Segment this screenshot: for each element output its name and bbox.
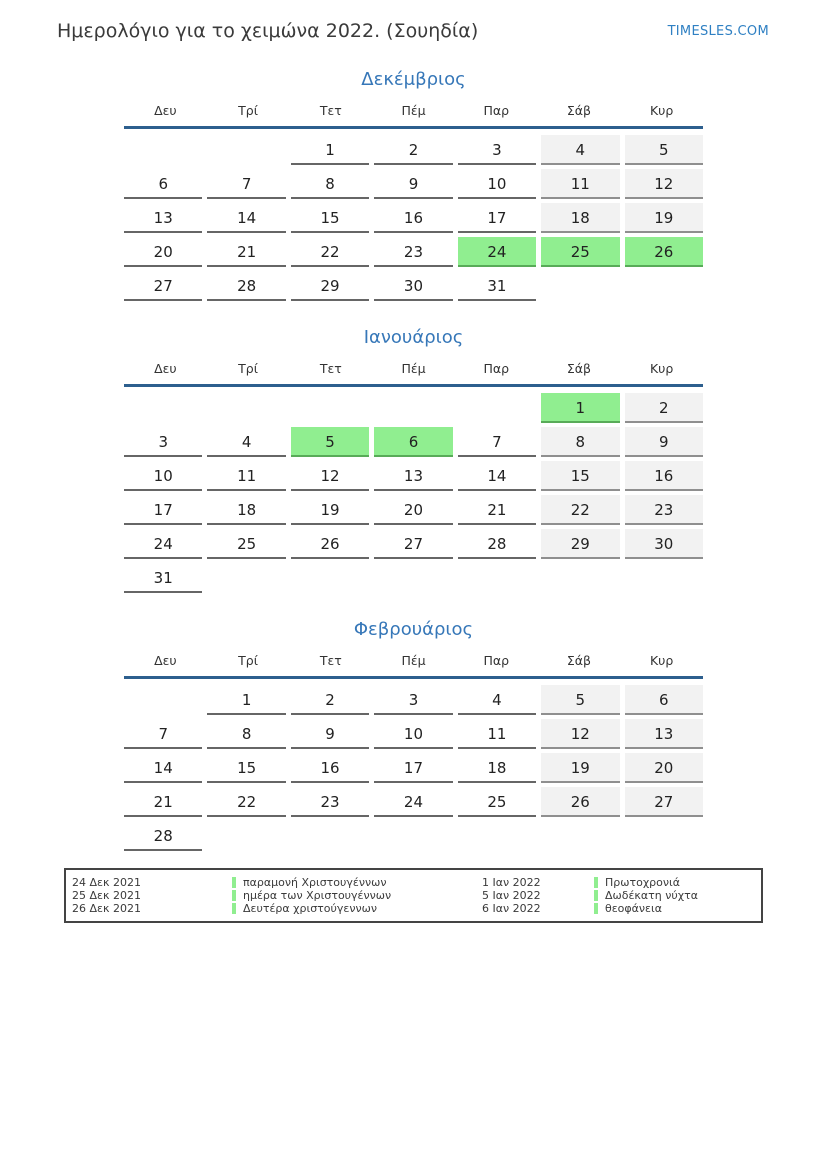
weekday-header-row: [124, 103, 703, 129]
day-cell: 22: [207, 787, 285, 817]
day-cell: 19: [541, 753, 619, 783]
month-grid: [124, 387, 703, 593]
day-cell: 8: [291, 169, 369, 199]
day-cell: 11: [207, 461, 285, 491]
day-cell: 9: [625, 427, 703, 457]
day-cell: 27: [374, 529, 452, 559]
day-cell: 17: [374, 753, 452, 783]
day-cell: 7: [458, 427, 536, 457]
day-cell: [541, 271, 619, 301]
day-cell: 10: [374, 719, 452, 749]
day-cell: 24: [124, 529, 202, 559]
legend-date: 25 Δεκ 2021: [72, 888, 141, 902]
day-cell: 3: [374, 685, 452, 715]
week-row: [124, 495, 703, 525]
day-cell: 21: [207, 237, 285, 267]
week-row: [124, 427, 703, 457]
holiday-color-swatch-icon: [232, 903, 236, 914]
day-cell: 4: [541, 135, 619, 165]
week-row: [124, 393, 703, 423]
day-cell: [124, 685, 202, 715]
weekday-label: Τετ: [319, 360, 342, 376]
month-section-2: [124, 327, 703, 593]
weekday-label: Πέμ: [401, 102, 426, 118]
day-cell: 2: [291, 685, 369, 715]
legend-entry: [482, 876, 761, 889]
week-row: [124, 719, 703, 749]
page-header: [0, 0, 827, 43]
day-cell: [541, 821, 619, 851]
day-cell: [625, 271, 703, 301]
weekday-label: Πέμ: [401, 652, 426, 668]
legend-holiday-name: θεοφάνεια: [605, 901, 662, 915]
legend-date: 1 Ιαν 2022: [482, 875, 541, 889]
day-cell: 9: [374, 169, 452, 199]
holiday-color-swatch-icon: [594, 903, 598, 914]
day-cell: 24: [374, 787, 452, 817]
day-cell: 20: [124, 237, 202, 267]
month-grid: [124, 129, 703, 301]
day-cell: 21: [458, 495, 536, 525]
legend-holiday-name: Δευτέρα χριστούγεννων: [243, 901, 377, 915]
legend-holiday-name: παραμονή Χριστουγέννων: [243, 875, 387, 889]
weekday-label: Τρί: [238, 102, 258, 118]
day-cell: 9: [291, 719, 369, 749]
calendar-months: [0, 69, 827, 851]
week-row: [124, 271, 703, 301]
day-cell: 3: [124, 427, 202, 457]
holiday-color-swatch-icon: [594, 890, 598, 901]
day-cell: 17: [124, 495, 202, 525]
day-cell: 10: [458, 169, 536, 199]
weekday-label: Τετ: [319, 102, 342, 118]
day-cell: 31: [124, 563, 202, 593]
week-row: [124, 169, 703, 199]
day-cell: 16: [625, 461, 703, 491]
day-cell: [291, 563, 369, 593]
legend-holiday-name: Δωδέκατη νύχτα: [605, 888, 698, 902]
week-row: [124, 563, 703, 593]
month-section-3: [124, 619, 703, 851]
week-row: [124, 685, 703, 715]
day-cell: 14: [458, 461, 536, 491]
day-cell: 11: [458, 719, 536, 749]
holiday-legend: [64, 868, 763, 923]
holiday-color-swatch-icon: [232, 877, 236, 888]
day-cell: 7: [207, 169, 285, 199]
day-cell: 19: [625, 203, 703, 233]
day-cell: 26: [291, 529, 369, 559]
day-cell: [458, 821, 536, 851]
week-row: [124, 821, 703, 851]
day-cell: 22: [291, 237, 369, 267]
day-cell: 1: [207, 685, 285, 715]
weekday-label: Σάβ: [566, 652, 592, 668]
day-cell: 2: [625, 393, 703, 423]
day-cell: 17: [458, 203, 536, 233]
day-cell: 11: [541, 169, 619, 199]
weekday-label: Τρί: [238, 652, 258, 668]
day-cell: 23: [625, 495, 703, 525]
week-row: [124, 237, 703, 267]
day-cell: 18: [207, 495, 285, 525]
day-cell: 16: [374, 203, 452, 233]
day-cell: 13: [625, 719, 703, 749]
week-row: [124, 461, 703, 491]
day-cell: 14: [207, 203, 285, 233]
day-cell: [374, 393, 452, 423]
day-cell: 18: [541, 203, 619, 233]
day-cell: 25: [541, 237, 619, 267]
weekday-header-row: [124, 361, 703, 387]
day-cell: [374, 821, 452, 851]
day-cell: 18: [458, 753, 536, 783]
day-cell: 12: [625, 169, 703, 199]
legend-holiday-name: Πρωτοχρονιά: [605, 875, 681, 889]
day-cell: 1: [541, 393, 619, 423]
day-cell: 13: [374, 461, 452, 491]
day-cell: [458, 563, 536, 593]
day-cell: [374, 563, 452, 593]
day-cell: 29: [291, 271, 369, 301]
legend-entry: [72, 902, 416, 915]
day-cell: 22: [541, 495, 619, 525]
day-cell: [291, 821, 369, 851]
holiday-color-swatch-icon: [232, 890, 236, 901]
day-cell: [207, 563, 285, 593]
day-cell: 28: [207, 271, 285, 301]
day-cell: [625, 821, 703, 851]
weekday-label: Τρί: [238, 360, 258, 376]
legend-entry: [72, 889, 416, 902]
day-cell: 4: [207, 427, 285, 457]
week-row: [124, 203, 703, 233]
legend-date: 5 Ιαν 2022: [482, 888, 541, 902]
legend-group-1: [66, 876, 416, 915]
week-row: [124, 787, 703, 817]
day-cell: 21: [124, 787, 202, 817]
day-cell: 8: [541, 427, 619, 457]
day-cell: 10: [124, 461, 202, 491]
day-cell: 20: [625, 753, 703, 783]
day-cell: [291, 393, 369, 423]
day-cell: 19: [291, 495, 369, 525]
weekday-label: Σάβ: [566, 102, 592, 118]
legend-date: 6 Ιαν 2022: [482, 901, 541, 915]
day-cell: [625, 563, 703, 593]
day-cell: 13: [124, 203, 202, 233]
day-cell: [207, 393, 285, 423]
weekday-label: Παρ: [483, 102, 510, 118]
day-cell: 30: [625, 529, 703, 559]
day-cell: 23: [291, 787, 369, 817]
weekday-label: Σάβ: [566, 360, 592, 376]
day-cell: 27: [124, 271, 202, 301]
day-cell: 15: [207, 753, 285, 783]
day-cell: 28: [124, 821, 202, 851]
legend-entry: [482, 889, 761, 902]
day-cell: 3: [458, 135, 536, 165]
day-cell: 20: [374, 495, 452, 525]
weekday-label: Τετ: [319, 652, 342, 668]
day-cell: 23: [374, 237, 452, 267]
day-cell: 27: [625, 787, 703, 817]
day-cell: 31: [458, 271, 536, 301]
site-logo[interactable]: TIMESLES.COM: [667, 24, 769, 39]
day-cell: 1: [291, 135, 369, 165]
day-cell: 12: [541, 719, 619, 749]
legend-entry: [72, 876, 416, 889]
day-cell: 8: [207, 719, 285, 749]
legend-holiday-name: ημέρα των Χριστουγέννων: [243, 888, 392, 902]
weekday-label: Κυρ: [649, 652, 674, 668]
day-cell: 2: [374, 135, 452, 165]
day-cell: 15: [291, 203, 369, 233]
day-cell: 6: [625, 685, 703, 715]
day-cell: 6: [374, 427, 452, 457]
day-cell: 28: [458, 529, 536, 559]
day-cell: 26: [541, 787, 619, 817]
day-cell: 16: [291, 753, 369, 783]
day-cell: 25: [458, 787, 536, 817]
month-title: Φεβρουάριος: [353, 618, 474, 640]
weekday-label: Παρ: [483, 360, 510, 376]
day-cell: [207, 821, 285, 851]
week-row: [124, 135, 703, 165]
day-cell: 5: [625, 135, 703, 165]
day-cell: 26: [625, 237, 703, 267]
legend-group-2: [416, 876, 761, 915]
weekday-label: Κυρ: [649, 102, 674, 118]
month-grid: [124, 679, 703, 851]
holiday-color-swatch-icon: [594, 877, 598, 888]
day-cell: [124, 135, 202, 165]
day-cell: 29: [541, 529, 619, 559]
weekday-label: Δευ: [154, 360, 177, 376]
weekday-label: Πέμ: [401, 360, 426, 376]
weekday-label: Κυρ: [649, 360, 674, 376]
day-cell: 24: [458, 237, 536, 267]
legend-date: 24 Δεκ 2021: [72, 875, 141, 889]
weekday-label: Δευ: [154, 102, 177, 118]
weekday-label: Παρ: [483, 652, 510, 668]
day-cell: 30: [374, 271, 452, 301]
day-cell: 25: [207, 529, 285, 559]
day-cell: 5: [291, 427, 369, 457]
weekday-label: Δευ: [154, 652, 177, 668]
legend-date: 26 Δεκ 2021: [72, 901, 141, 915]
month-title: Ιανουάριος: [363, 326, 464, 348]
day-cell: 5: [541, 685, 619, 715]
week-row: [124, 753, 703, 783]
weekday-header-row: [124, 653, 703, 679]
month-title: Δεκέμβριος: [361, 68, 466, 90]
day-cell: [207, 135, 285, 165]
day-cell: 14: [124, 753, 202, 783]
day-cell: 15: [541, 461, 619, 491]
day-cell: 4: [458, 685, 536, 715]
day-cell: [458, 393, 536, 423]
week-row: [124, 529, 703, 559]
day-cell: [124, 393, 202, 423]
day-cell: 12: [291, 461, 369, 491]
day-cell: [541, 563, 619, 593]
month-section-1: [124, 69, 703, 301]
page-title: Ημερολόγιο για το χειμώνα 2022. (Σουηδία): [57, 20, 479, 42]
legend-entry: [482, 902, 761, 915]
day-cell: 7: [124, 719, 202, 749]
day-cell: 6: [124, 169, 202, 199]
